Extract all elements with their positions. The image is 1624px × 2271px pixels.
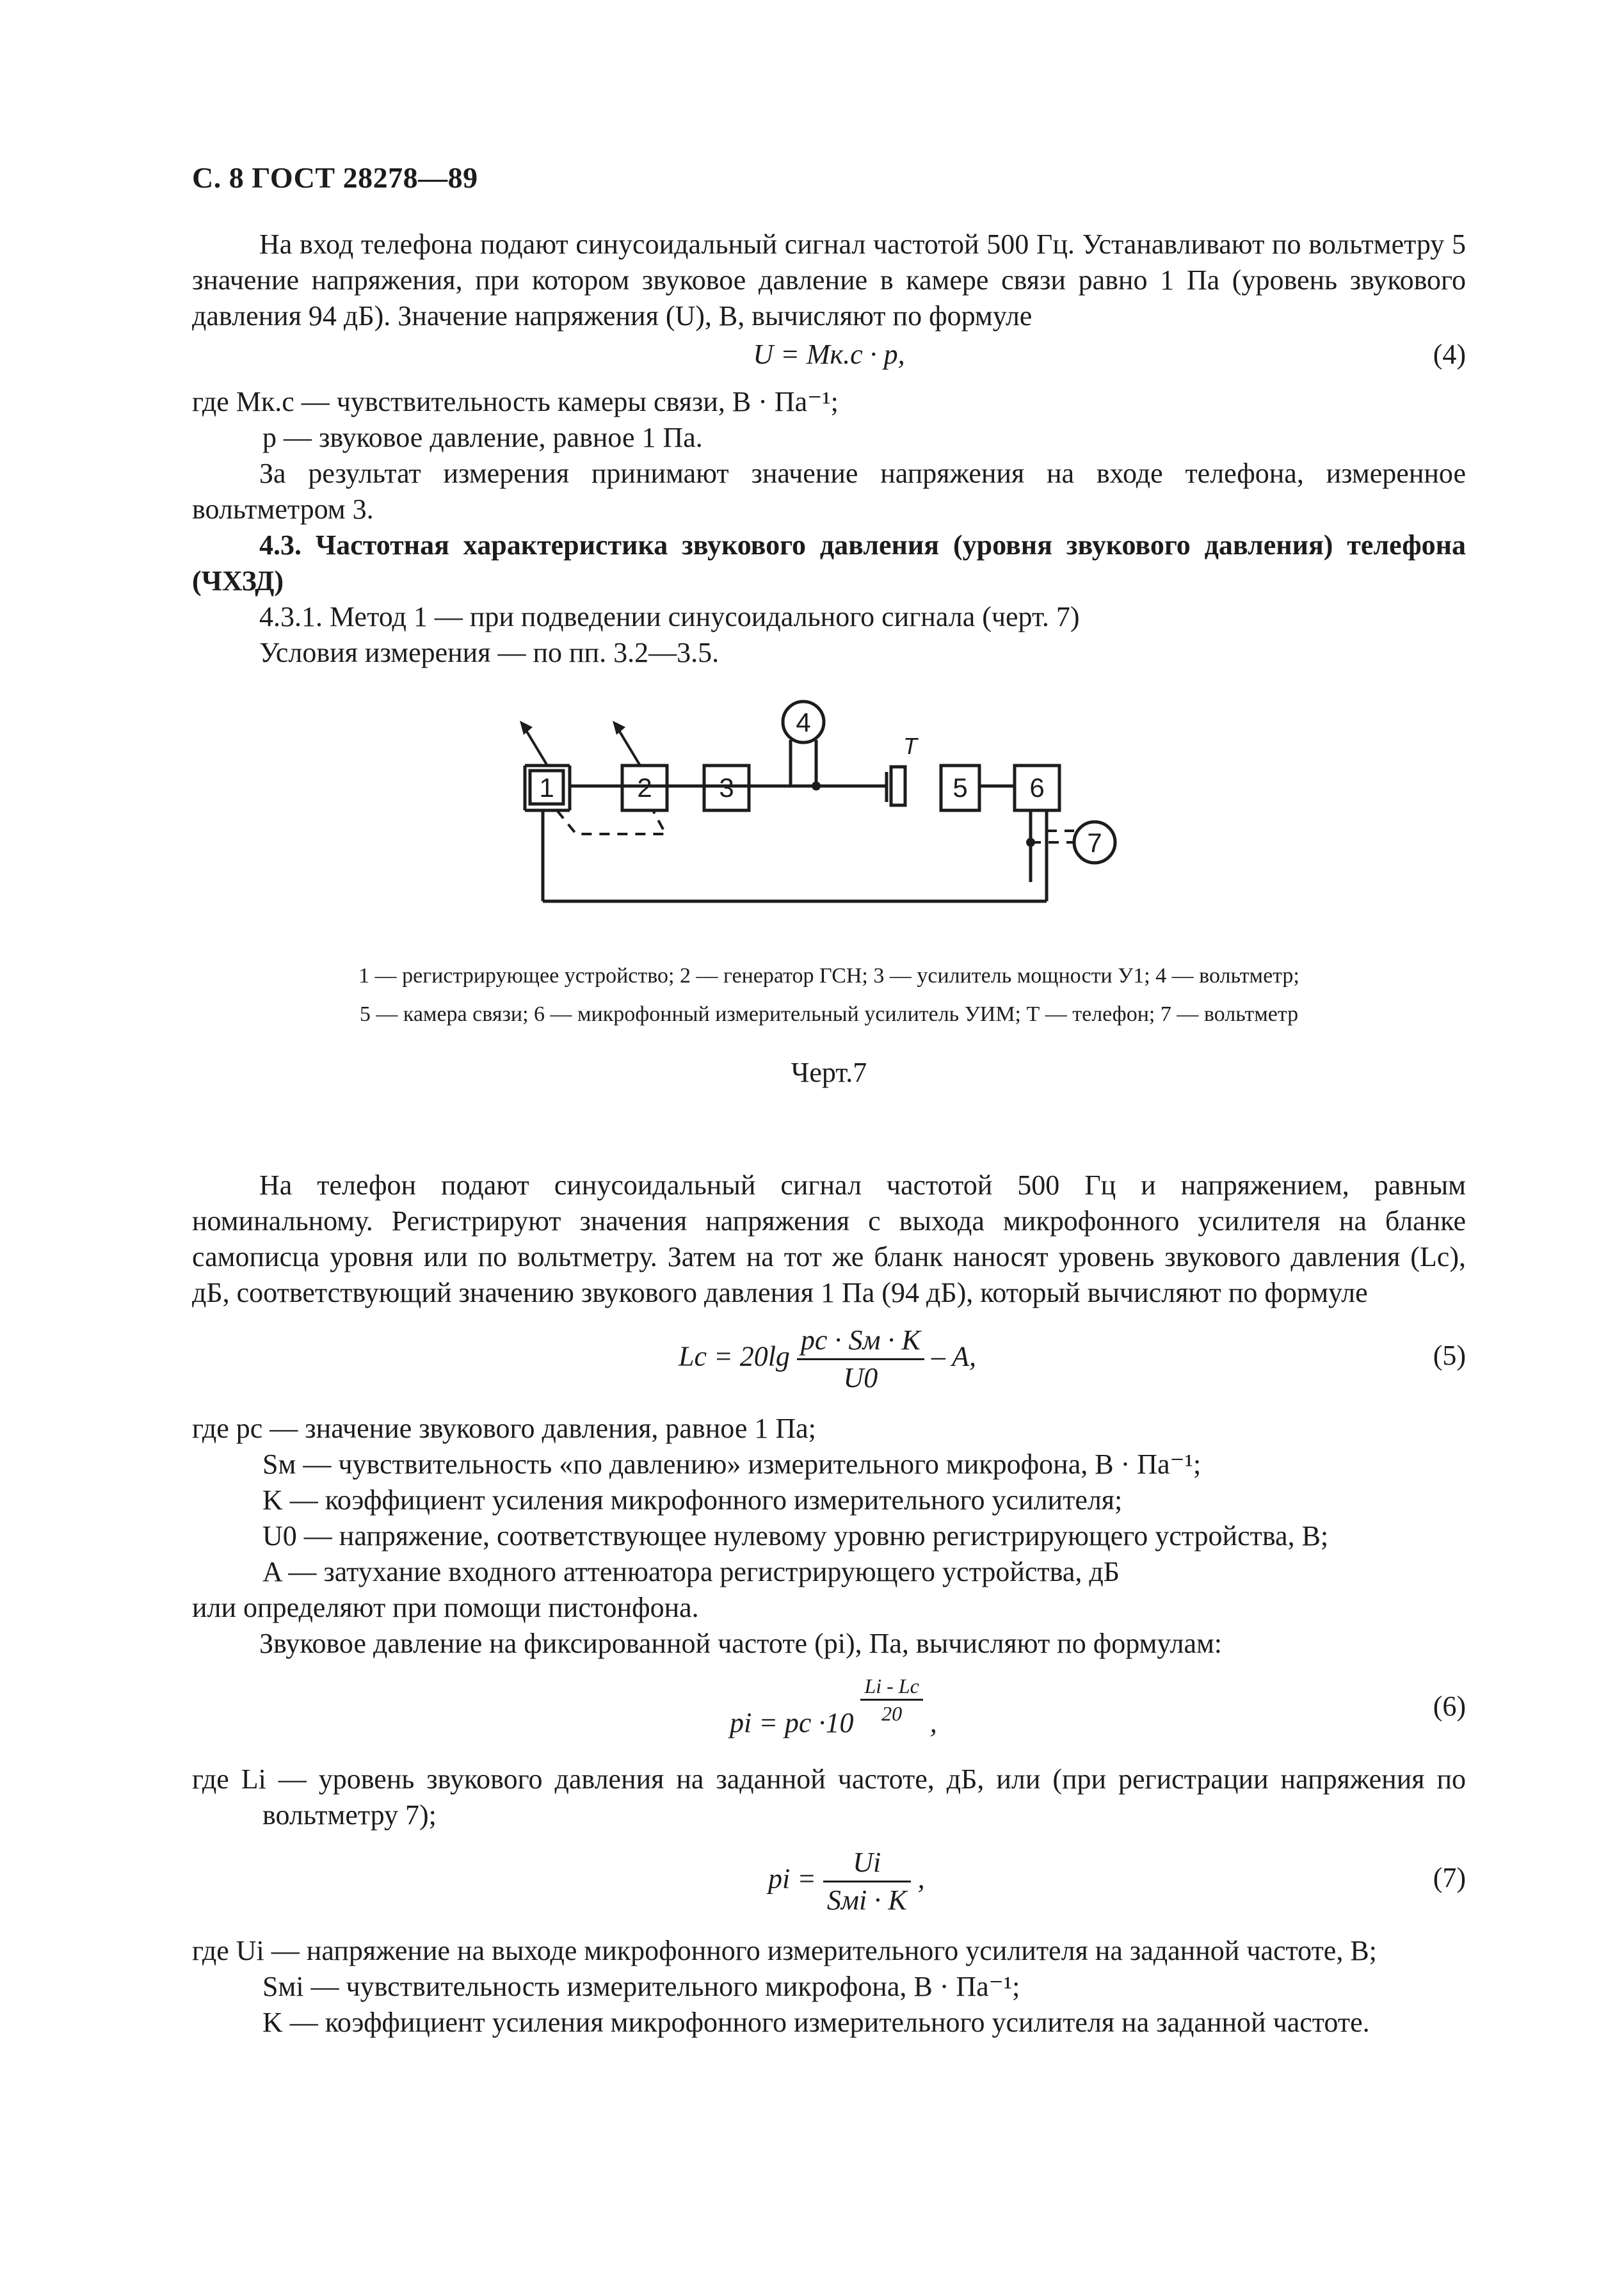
formula-6-exponent-bottom: 20 [881,1702,903,1725]
label-5: 5 [953,773,968,803]
block-diagram [192,696,1466,952]
telephone-t [891,767,905,805]
formula-5-rhs: – A, [931,1340,976,1372]
subsection-method-1: 4.3.1. Метод 1 — при подведении синусоидального сигнала (черт. 7) [259,601,1080,632]
body-paragraph-3: Звуковое давление на фиксированной частоте (pi), Па, вычисляют по формулам: [259,1628,1223,1659]
where-u0: U0 — напряжение, соответствующее нулевому уровню регистрирующего устройства, В; [262,1520,1329,1552]
figure-caption-line-2: 5 — камера связи; 6 — микрофонный измерительный усилитель УИМ; Т — телефон; 7 — вольтметр [359,1002,1299,1026]
label-t: Т [903,733,917,759]
formula-5-numerator: pс · Sм · K [797,1322,924,1360]
label-4: 4 [796,707,811,737]
where-p: p — звуковое давление, равное 1 Па. [262,422,703,453]
page-header: С. 8 ГОСТ 28278—89 [192,161,478,194]
where-smi: Sмi — чувствительность измерительного микрофона, В · Па⁻¹; [262,1971,1020,2002]
figure-caption-line-1: 1 — регистрирующее устройство; 2 — генератор ГСН; 3 — усилитель мощности У1; 4 — вольтметр; [358,964,1299,988]
where-k: K — коэффициент усиления микрофонного измерительного усилителя; [262,1484,1123,1516]
formula-4-expression: U = Mк.с · p, [753,339,905,370]
label-2: 2 [637,773,652,803]
label-1: 1 [539,773,554,803]
formula-7-denominator: Sмi · K [826,1884,907,1916]
formula-4-number: (4) [1433,339,1466,370]
where-a: A — затухание входного аттенюатора регистрирующего устройства, дБ [262,1556,1120,1587]
formula-5-lhs: Lс = 20lg [679,1340,790,1372]
formula-5-number: (5) [1433,1340,1466,1371]
where-pc: где pс — значение звукового давления, равное 1 Па; [192,1413,816,1444]
label-3: 3 [719,773,734,803]
formula-7 [192,1845,1466,1922]
document-page [192,160,1466,2041]
formula-7-number: (7) [1433,1862,1466,1893]
intro-paragraph-1: На вход телефона подают синусоидальный сигнал частотой 500 Гц. Устанавливают по вольтметру 5 значение напряжения, при котором звуковое давление в камере связи равно 1 Па (уровень звукового давления 94 дБ). Значение напряжения (U), В, вычисляют по формуле [192,229,1466,332]
formula-4 [192,337,1466,381]
formula-6 [192,1673,1466,1750]
where-ui: где Ui — напряжение на выходе микрофонного измерительного усилителя на заданной частоте, В; [192,1935,1377,1966]
section-title: 4.3. Частотная характеристика звукового давления (уровня звукового давления) телефона (ЧХЗД) [192,529,1466,597]
figure-label: Черт.7 [791,1057,867,1088]
formula-7-numerator: Ui [823,1845,911,1882]
label-6: 6 [1029,773,1045,803]
label-7: 7 [1087,828,1102,858]
intro-paragraph-2: За результат измерения принимают значение напряжения на входе телефона, измеренное вольтметром 3. [192,458,1466,525]
formula-6-tail: , [929,1707,937,1738]
formula-7-lhs: pi = [768,1863,816,1895]
where-li: где Li — уровень звукового давления на заданной частоте, дБ, или (при регистрации напряжения по вольтметру 7); [192,1763,1466,1831]
formula-7-tail: , [917,1863,925,1895]
where-k-freq: K — коэффициент усиления микрофонного измерительного усилителя на заданной частоте. [262,2007,1370,2038]
measurement-conditions: Условия измерения — по пп. 3.2—3.5. [259,637,720,668]
formula-6-exponent-top: Li - Lс [860,1673,922,1701]
where-sm: Sм — чувствительность «по давлению» измерительного микрофона, В · Па⁻¹; [262,1448,1202,1480]
pistonphone-line: или определяют при помощи пистонфона. [192,1592,699,1623]
where-m: где Mк.с — чувствительность камеры связи, В · Па⁻¹; [192,386,839,417]
body-paragraph-1: На телефон подают синусоидальный сигнал частотой 500 Гц и напряжением, равным номинальному. Регистрируют значения напряжения с выхода микрофонного усилителя на бланке самописца уровня или по вольтметру. Затем на тот же бланк наносят уровень звукового давления (Lс), дБ, соответствующий значению звукового давления 1 Па (94 дБ), который вычисляют по формуле [192,1169,1466,1308]
formula-5 [192,1322,1466,1399]
formula-6-lhs: pi = pс ·10 [730,1707,854,1738]
formula-6-number: (6) [1433,1690,1466,1722]
formula-5-denominator: U0 [843,1362,878,1393]
